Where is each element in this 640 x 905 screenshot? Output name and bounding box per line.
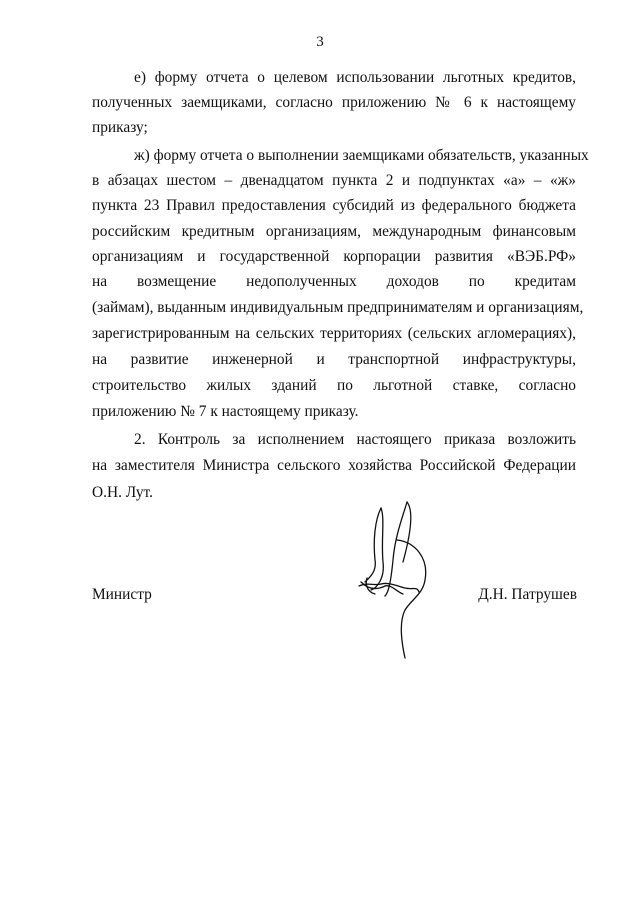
paragraph-zh-line-10: строительство жилых зданий по льготной ставке, согласно: [92, 377, 576, 394]
paragraph-e-line-2: полученных заемщиками, согласно приложению № 6 к настоящему: [92, 94, 576, 111]
handwritten-signature: [345, 500, 445, 665]
paragraph-zh-line-11: приложению № 7 к настоящему приказу.: [92, 403, 359, 420]
paragraph-zh-line-3: пункта 23 Правил предоставления субсидий из федерального бюджета: [92, 197, 576, 214]
signatory-name: Д.Н. Патрушев: [478, 586, 577, 603]
paragraph-zh-line-9: на развитие инженерной и транспортной инфраструктуры,: [92, 351, 576, 368]
paragraph-zh-line-5: организациям и государственной корпорации развития «ВЭБ.РФ»: [92, 248, 576, 265]
paragraph-2-line-2: на заместителя Министра сельского хозяйства Российской Федерации: [92, 457, 576, 474]
page-number: 3: [316, 34, 324, 50]
signatory-title: Министр: [92, 586, 152, 603]
paragraph-zh-line-1: ж) форму отчета о выполнении заемщиками обязательств, указанных: [134, 147, 589, 164]
paragraph-zh-line-2: в абзацах шестом – двенадцатом пункта 2 и подпунктах «а» – «ж»: [92, 172, 576, 189]
paragraph-zh-line-8: зарегистрированным на сельских территориях (сельских агломерациях),: [92, 325, 576, 342]
paragraph-e-line-3: приказу;: [92, 119, 148, 136]
paragraph-e-line-1: е) форму отчета о целевом использовании льготных кредитов,: [134, 69, 576, 86]
paragraph-zh-line-7: (займам), выданным индивидуальным предпринимателям и организациям,: [92, 299, 584, 316]
paragraph-zh-line-6: на возмещение недополученных доходов по кредитам: [92, 273, 576, 290]
paragraph-2-line-1: 2. Контроль за исполнением настоящего приказа возложить: [134, 431, 576, 448]
paragraph-zh-line-4: российским кредитным организациям, международным финансовым: [92, 223, 576, 240]
paragraph-2-line-3: О.Н. Лут.: [92, 484, 153, 501]
